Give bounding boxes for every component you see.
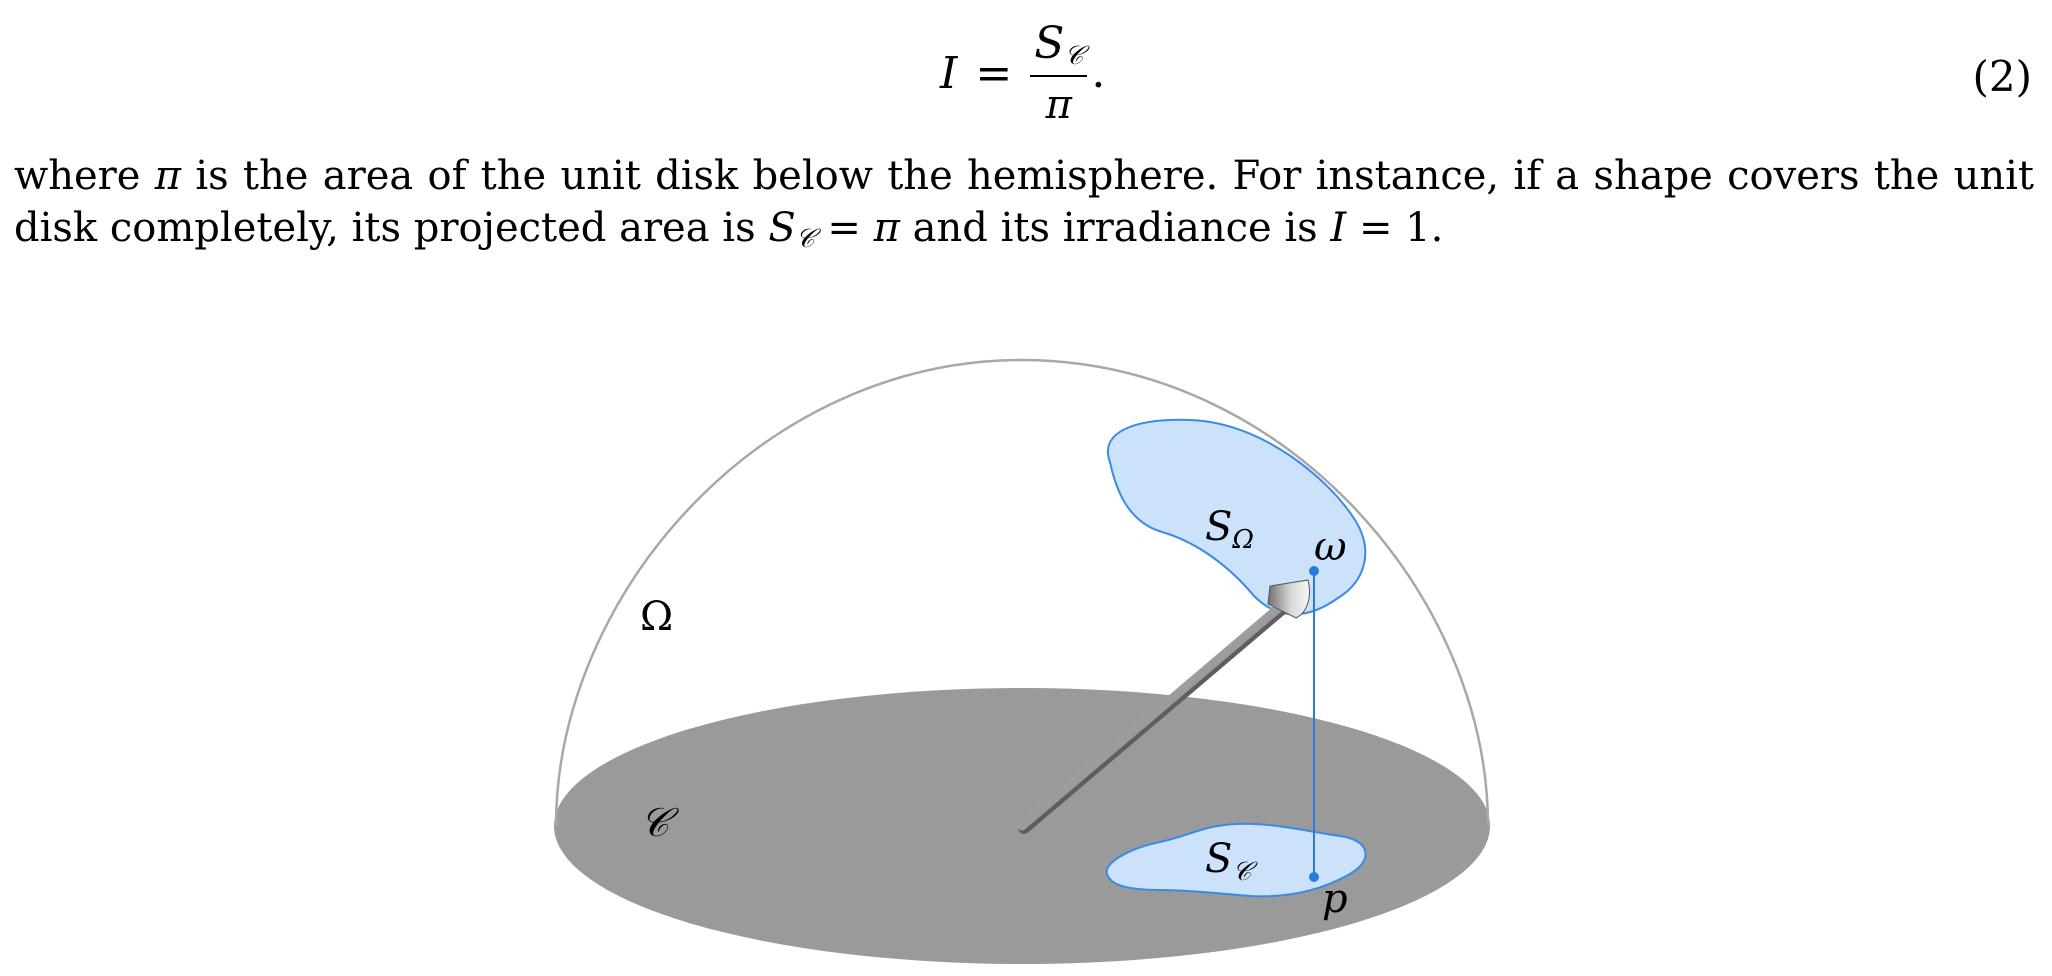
s-omega-sub: Ω — [1232, 525, 1254, 555]
hemisphere-figure — [0, 340, 2052, 976]
equation-number: (2) — [1972, 52, 2032, 101]
fraction-denominator: π — [1045, 81, 1072, 128]
body-paragraph — [14, 150, 2034, 265]
omega-label: ω — [1314, 524, 1347, 570]
equals-text: = — [814, 205, 874, 251]
s-c-sub: 𝒞 — [1232, 857, 1252, 887]
paragraph-text: completely, its projected area is — [109, 205, 769, 251]
disk-label: 𝒞 — [640, 800, 670, 846]
equation-equals: = — [975, 47, 1013, 99]
i-symbol: I — [1330, 205, 1347, 251]
hemisphere-label: Ω — [640, 594, 674, 640]
s-c-main: S — [1205, 836, 1233, 882]
equation-fraction — [1030, 17, 1087, 128]
paragraph-text: and its irradiance is — [899, 205, 1331, 251]
pi-symbol: π — [154, 153, 182, 199]
p-point — [1309, 872, 1319, 882]
hemisphere-shape — [1108, 420, 1365, 614]
equation-block — [0, 18, 2052, 128]
equation-period: . — [1091, 47, 1106, 98]
fraction-numerator — [1030, 17, 1087, 77]
numerator-subscript: 𝒞 — [1064, 40, 1084, 71]
paragraph-text: is the area of the unit disk below the hemisphere. For instance, if a shape covers the unit disk — [14, 153, 2034, 251]
numerator-symbol: S — [1034, 17, 1065, 69]
s-symbol: S — [768, 205, 796, 251]
equation — [940, 18, 1105, 128]
paragraph-text: where — [14, 153, 155, 199]
s-subscript: 𝒞 — [795, 224, 815, 254]
s-omega-main: S — [1205, 504, 1233, 550]
equals-text: = 1. — [1346, 205, 1444, 251]
pi-symbol: π — [873, 205, 900, 251]
p-label: p — [1322, 876, 1348, 922]
equation-lhs: I — [940, 47, 958, 99]
